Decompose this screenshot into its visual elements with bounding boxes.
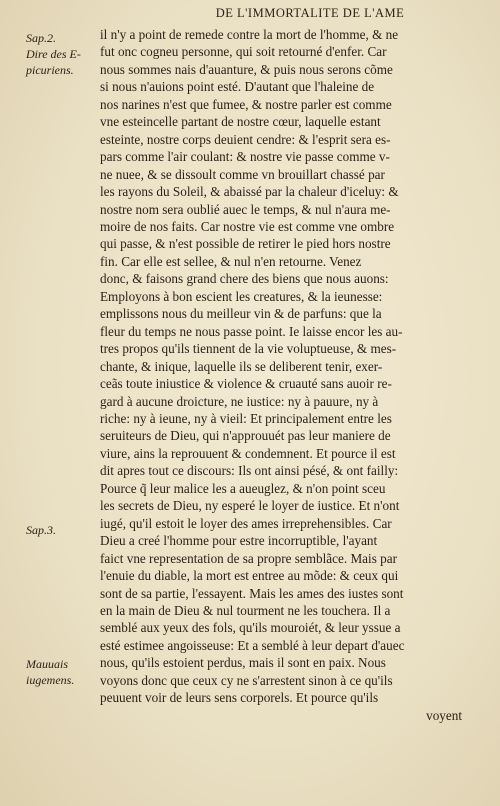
text-line: voyons donc que ceux cy ne s'arrestent sinon à ce qu'ils: [100, 672, 393, 688]
text-line: si nous n'auions point esté. D'autant que l'haleine de: [100, 79, 375, 95]
text-line: esté estimee angoisseuse: Et a semblé à leur depart d'auec: [100, 637, 405, 653]
text-line: tres propos qu'ils tiennent de la vie voluptueuse, & mes-: [100, 341, 397, 357]
text-line: viure, ains la reprouuent & condemnent. Et pource il est: [100, 445, 396, 461]
text-line: donc, & faisons grand chere des biens que nous auons:: [100, 271, 389, 287]
text-line: nous, qu'ils estoient perdus, mais il sont en paix. Nous: [100, 655, 386, 671]
text-line: peuuent voir de leurs sens corporels. Et pource qu'ils: [100, 690, 379, 706]
text-line: iugé, qu'il estoit le loyer des ames irreprehensibles. Car: [100, 515, 392, 531]
text-line: nos narines n'est que fumee, & nostre parler est comme: [100, 96, 392, 112]
text-line: Employons à bon escient les creatures, & la ieunesse:: [100, 288, 383, 304]
margin-note: Dire des E-: [26, 47, 81, 61]
margin-note: Sap.2.: [26, 31, 56, 45]
text-line: vne esteincelle partant de nostre cœur, laquelle estant: [100, 114, 381, 130]
margin-note: iugemens.: [26, 673, 75, 687]
text-line: les secrets de Dieu, ny esperé le loyer de iustice. Et n'ont: [100, 498, 400, 514]
text-line: ne nuee, & se dissoult comme vn brouillart chassé par: [100, 166, 385, 182]
text-line: nous sommes nais d'auanture, & puis nous serons cõme: [100, 61, 393, 77]
text-line: dit apres tout ce discours: Ils ont ainsi pésé, & ont failly:: [100, 463, 399, 479]
text-line: nostre nom sera oublié auec le temps, & nul n'aura me-: [100, 201, 391, 217]
text-line: riche: ny à ieune, ny à vieil: Et principalement entre les: [100, 410, 392, 426]
text-line: qui passe, & n'est possible de retirer le pied hors nostre: [100, 236, 391, 252]
running-header: DE L'IMMORTALITE DE L'AME: [215, 6, 405, 20]
margin-note: Sap.3.: [26, 523, 56, 537]
text-line: les rayons du Soleil, & abaissé par la chaleur d'iceluy: &: [100, 184, 399, 200]
text-line: en la main de Dieu & nul tourment ne les touchera. Il a: [100, 602, 391, 618]
margin-note: picuriens.: [26, 63, 74, 77]
catchword: voyent: [426, 707, 462, 723]
text-line: semblé aux yeux des fols, qu'ils mouroiét, & leur yssue a: [100, 620, 401, 636]
text-line: ceãs toute iniustice & violence & cruauté sans auoir re-: [100, 376, 392, 392]
margin-note: Mauuais: [26, 657, 68, 671]
text-line: moire de nos faits. Car nostre vie est comme vne ombre: [100, 218, 395, 234]
text-line: l'enuie du diable, la mort est entree au mõde: & ceux qui: [100, 568, 399, 584]
text-line: fleur du temps ne nous passe point. Ie laisse encor les au-: [100, 323, 403, 339]
text-line: il n'y a point de remede contre la mort de l'homme, & ne: [100, 27, 399, 42]
text-line: emplissons nous du meilleur vin & de parfuns: que la: [100, 306, 382, 322]
text-line: Pource q̃ leur malice les a aueuglez, & n'on point sceu: [100, 480, 386, 496]
text-line: fut onc cogneu personne, qui soit retourné d'enfer. Car: [100, 44, 387, 60]
text-line: gard à aucune droicture, ne iustice: ny à pauure, ny à: [100, 393, 379, 409]
text-line: Dieu a creé l'homme pour estre incorruptible, l'ayant: [100, 533, 378, 549]
text-line: chante, & inique, laquelle ils se deliberent tenir, exer-: [100, 358, 383, 374]
text-line: sont de sa partie, l'essayent. Mais les ames des iustes sont: [100, 585, 404, 601]
text-line: esteinte, nostre corps deuient cendre: & l'esprit sera es-: [100, 131, 391, 147]
text-line: seruiteurs de Dieu, qui n'approuuét pas leur maniere de: [100, 428, 391, 444]
text-line: faict vne representation de sa propre semblãce. Mais par: [100, 550, 397, 566]
text-line: pars comme l'air coulant: & nostre vie passe comme v-: [100, 149, 390, 165]
main-text: [100, 26, 462, 724]
text-line: fin. Car elle est sellee, & nul n'en retourne. Venez: [100, 253, 362, 269]
